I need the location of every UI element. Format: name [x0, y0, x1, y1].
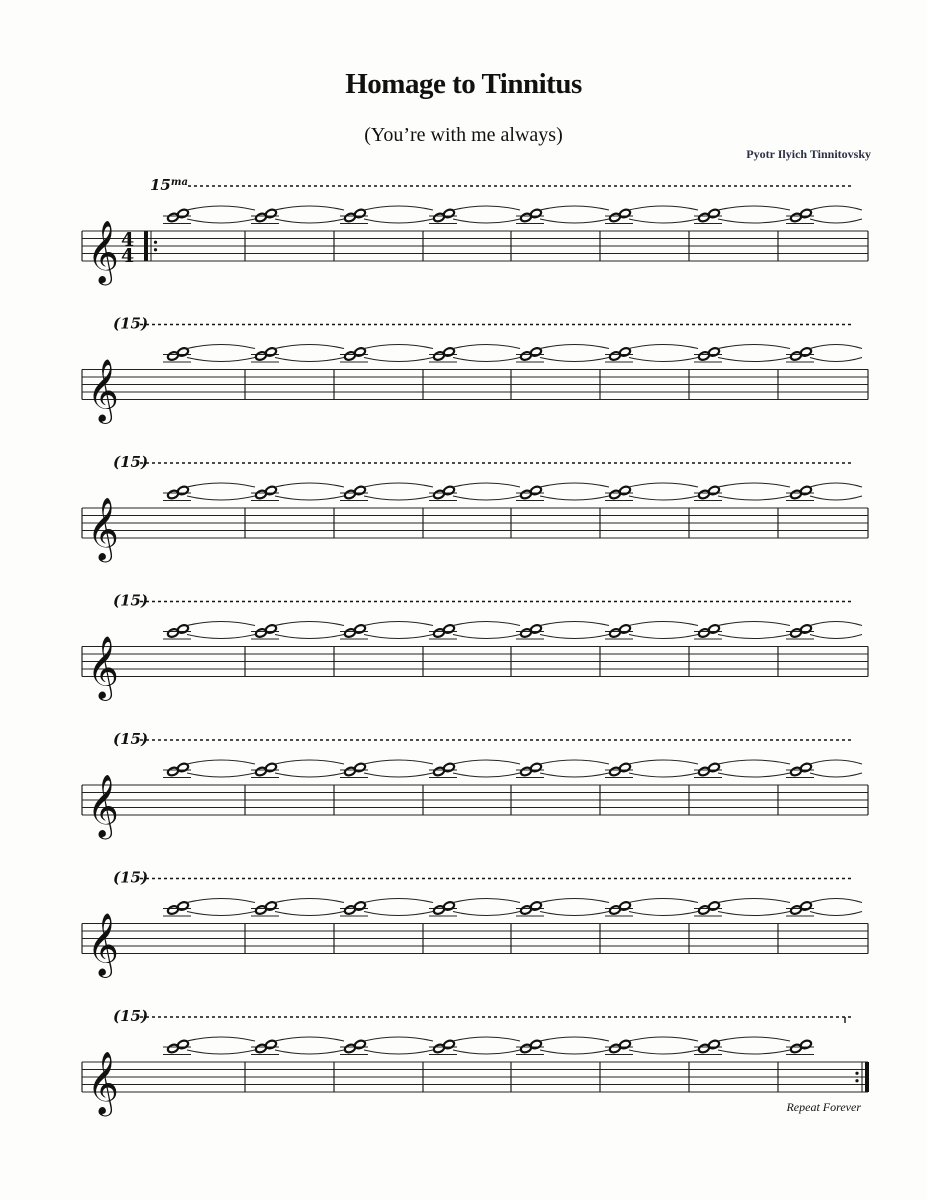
ottava-label: (15)	[113, 453, 149, 471]
staff-system	[82, 869, 868, 979]
tie-lower	[453, 773, 520, 777]
tie-upper	[275, 899, 344, 903]
tie-lower	[275, 912, 344, 916]
treble-clef-icon: 𝄞	[87, 358, 119, 422]
tie-upper	[275, 345, 344, 349]
tie-upper	[453, 206, 520, 210]
tie-upper	[540, 206, 609, 210]
tie-lower	[187, 358, 255, 362]
tie-lower	[810, 773, 862, 777]
score-title: Homage to Tinnitus	[345, 68, 582, 100]
tie-upper	[629, 622, 698, 626]
tie-upper	[540, 483, 609, 487]
tie-upper	[187, 206, 255, 210]
tie-upper	[187, 345, 255, 349]
treble-clef-icon: 𝄞	[87, 774, 119, 837]
tie-upper	[275, 206, 344, 210]
tie-upper	[540, 899, 609, 903]
treble-clef-icon: 𝄞	[87, 220, 119, 283]
tie-upper	[718, 483, 790, 487]
tie-lower	[540, 496, 609, 500]
tie-upper	[718, 1037, 790, 1041]
tie-upper	[540, 1037, 609, 1041]
treble-clef-icon: 𝄞	[87, 1051, 119, 1114]
tie-lower	[187, 1050, 255, 1054]
tie-lower	[810, 912, 862, 916]
tie-lower	[540, 358, 609, 362]
staff-system	[82, 592, 868, 702]
ottava-label: (15)	[113, 314, 149, 333]
tie-lower	[453, 912, 520, 916]
staff-system	[82, 315, 868, 425]
tie-upper	[275, 622, 344, 626]
tie-upper	[810, 622, 862, 626]
tie-lower	[629, 496, 698, 500]
tie-lower	[718, 358, 790, 362]
tie-lower	[540, 1050, 609, 1054]
repeat-dot	[855, 1079, 858, 1082]
tie-upper	[718, 899, 790, 903]
tie-lower	[453, 496, 520, 500]
repeat-instruction: Repeat Forever	[786, 1100, 861, 1114]
tie-lower	[187, 635, 255, 639]
tie-upper	[275, 483, 344, 487]
tie-lower	[187, 219, 255, 223]
whole-note	[800, 1039, 812, 1049]
tie-lower	[187, 773, 255, 777]
tie-upper	[364, 206, 433, 210]
tie-upper	[453, 1037, 520, 1041]
tie-lower	[629, 219, 698, 223]
tie-upper	[364, 622, 433, 626]
tie-lower	[810, 635, 862, 639]
staff-system	[82, 176, 868, 286]
tie-lower	[453, 1050, 520, 1054]
tie-lower	[364, 635, 433, 639]
tie-upper	[187, 1037, 255, 1041]
tie-upper	[629, 206, 698, 210]
treble-clef-icon: 𝄞	[87, 635, 119, 699]
tie-upper	[629, 1037, 698, 1041]
score-subtitle: (You’re with me always)	[364, 124, 563, 146]
tie-lower	[629, 773, 698, 777]
ottava-suffix: ma	[170, 177, 188, 188]
time-signature-bottom: 4	[121, 245, 135, 267]
tie-upper	[364, 1037, 433, 1041]
tie-lower	[453, 358, 520, 362]
tie-lower	[364, 773, 433, 777]
ottava-label: (15)	[113, 730, 149, 748]
tie-lower	[275, 1050, 344, 1054]
tie-upper	[629, 345, 698, 349]
tie-upper	[453, 345, 520, 349]
tie-lower	[718, 773, 790, 777]
ottava-label: $15^{ma}$	[150, 176, 188, 194]
tie-lower	[275, 635, 344, 639]
tie-upper	[364, 899, 433, 903]
tie-lower	[629, 635, 698, 639]
tie-upper	[810, 760, 862, 764]
tie-upper	[187, 483, 255, 487]
tie-upper	[453, 899, 520, 903]
repeat-dot	[154, 241, 157, 244]
tie-upper	[540, 760, 609, 764]
tie-lower	[275, 496, 344, 500]
tie-upper	[187, 760, 255, 764]
treble-clef-icon: 𝄞	[87, 497, 119, 560]
tie-lower	[629, 358, 698, 362]
tie-lower	[275, 358, 344, 362]
tie-upper	[364, 483, 433, 487]
tie-lower	[718, 1050, 790, 1054]
tie-upper	[718, 622, 790, 626]
tie-lower	[718, 912, 790, 916]
repeat-dot	[154, 248, 157, 251]
tie-upper	[540, 345, 609, 349]
tie-lower	[540, 912, 609, 916]
tie-upper	[453, 622, 520, 626]
staff-system	[82, 453, 868, 563]
tie-upper	[187, 899, 255, 903]
tie-lower	[540, 635, 609, 639]
tie-upper	[810, 206, 862, 210]
tie-lower	[364, 219, 433, 223]
tie-upper	[453, 483, 520, 487]
ottava-label: (15)	[113, 1007, 149, 1025]
tie-upper	[629, 760, 698, 764]
staff-system	[82, 1007, 868, 1117]
tie-lower	[629, 912, 698, 916]
tie-lower	[275, 773, 344, 777]
tie-lower	[364, 912, 433, 916]
tie-upper	[629, 899, 698, 903]
tie-lower	[540, 773, 609, 777]
tie-upper	[718, 206, 790, 210]
tie-lower	[364, 1050, 433, 1054]
ottava-label: (15)	[113, 868, 149, 887]
tie-upper	[187, 622, 255, 626]
tie-upper	[453, 760, 520, 764]
tie-upper	[364, 760, 433, 764]
tie-upper	[810, 899, 862, 903]
tie-lower	[718, 635, 790, 639]
repeat-dot	[855, 1072, 858, 1075]
tie-upper	[364, 345, 433, 349]
staff-system	[82, 730, 868, 840]
treble-clef-icon: 𝄞	[87, 912, 119, 976]
tie-upper	[629, 483, 698, 487]
tie-lower	[364, 496, 433, 500]
tie-upper	[718, 760, 790, 764]
tie-lower	[187, 496, 255, 500]
tie-upper	[810, 483, 862, 487]
time-signature-top: 4	[121, 229, 135, 251]
tie-upper	[275, 1037, 344, 1041]
tie-upper	[810, 345, 862, 349]
tie-lower	[364, 358, 433, 362]
tie-lower	[629, 1050, 698, 1054]
tie-upper	[718, 345, 790, 349]
tie-upper	[275, 760, 344, 764]
tie-lower	[275, 219, 344, 223]
tie-lower	[718, 496, 790, 500]
tie-lower	[187, 912, 255, 916]
tie-lower	[540, 219, 609, 223]
composer-credit: Pyotr Ilyich Tinnitovsky	[746, 147, 871, 161]
ottava-label: (15)	[113, 591, 149, 610]
tie-lower	[453, 219, 520, 223]
tie-upper	[540, 622, 609, 626]
tie-lower	[718, 219, 790, 223]
tie-lower	[810, 496, 862, 500]
tie-lower	[810, 219, 862, 223]
tie-lower	[453, 635, 520, 639]
tie-lower	[810, 358, 862, 362]
